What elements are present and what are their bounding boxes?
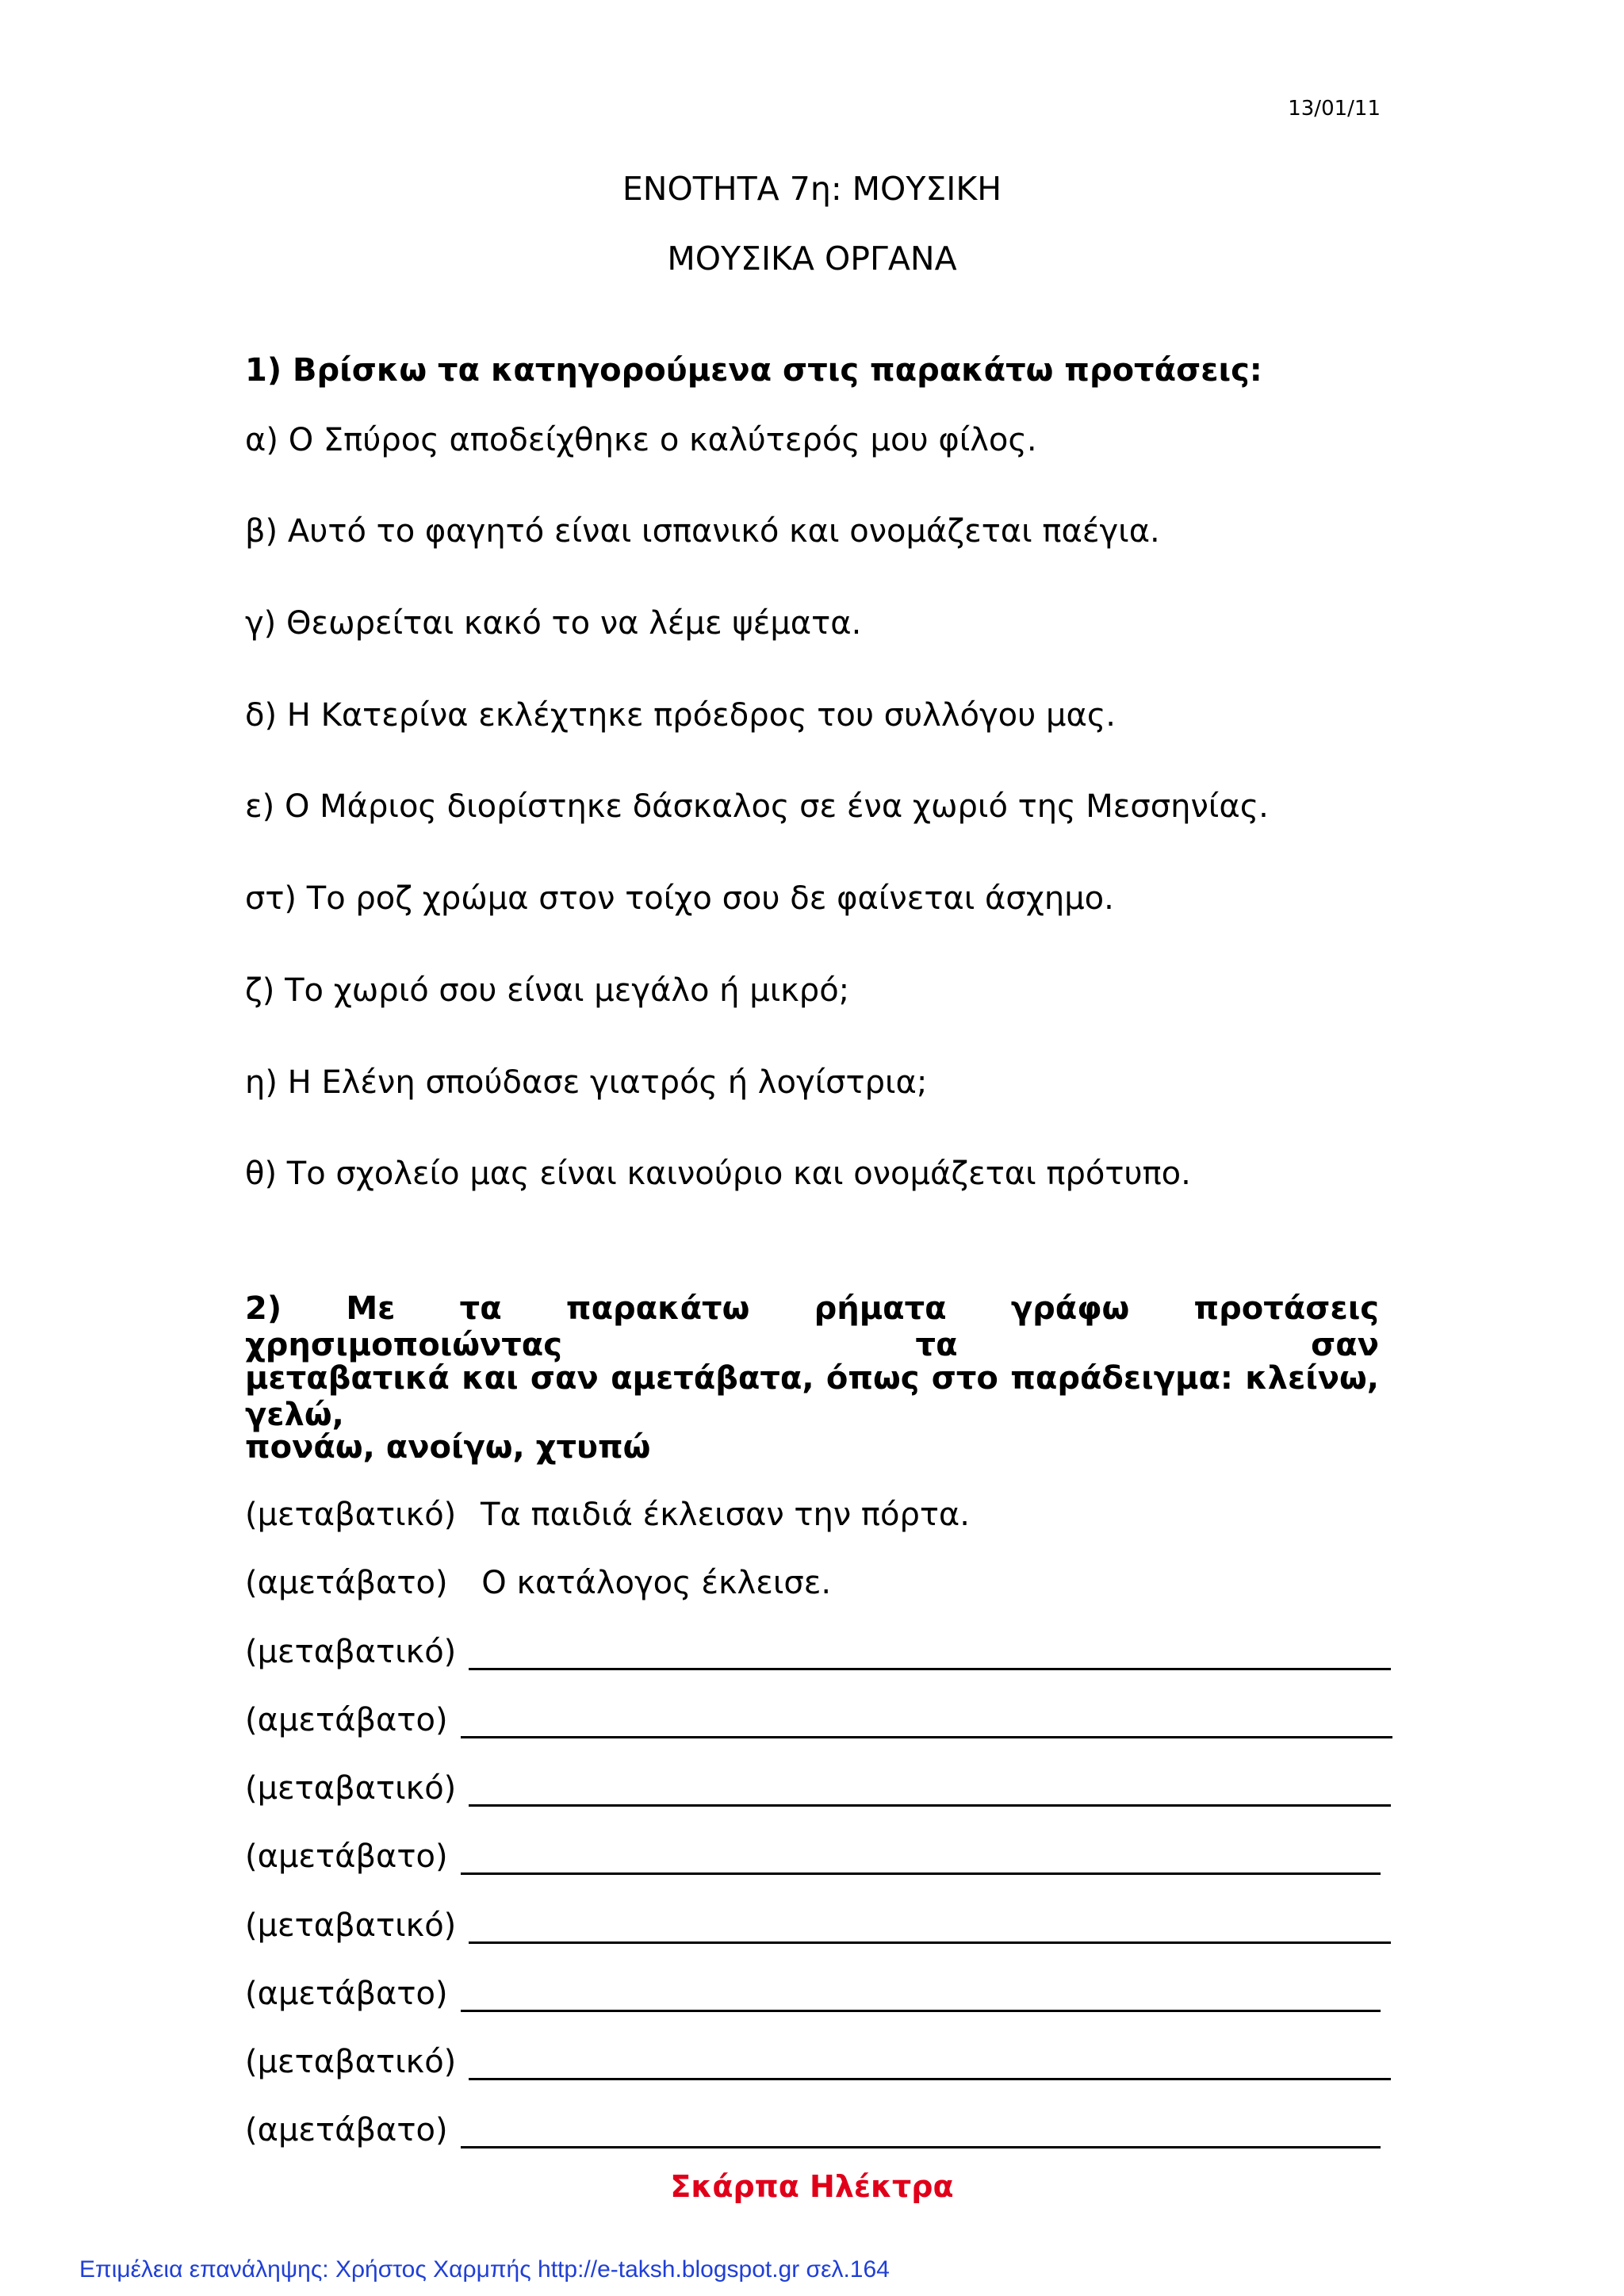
- exercise-2-heading-line: 2) Με τα παρακάτω ρήματα γράφω προτάσεις χρησιμοποιώντας τα σαν: [245, 1290, 1379, 1363]
- answer-label: (αμετάβατο): [245, 1838, 448, 1875]
- example-row: [245, 1497, 970, 1533]
- exercise-1-heading: 1) Βρίσκω τα κατηγορούμενα στις παρακάτω προτάσεις:: [245, 352, 1262, 389]
- page-subtitle: ΜΟΥΣΙΚΑ ΟΡΓΑΝΑ: [667, 240, 957, 278]
- page-title: ΕΝΟΤΗΤΑ 7η: ΜΟΥΣΙΚΗ: [622, 170, 1002, 208]
- answer-row: [245, 1838, 1381, 1875]
- sentence: α) Ο Σπύρος αποδείχθηκε ο καλύτερός μου φίλος.: [245, 422, 1037, 458]
- answer-row: [245, 1702, 1392, 1738]
- example-text: Ο κατάλογος έκλεισε.: [481, 1565, 832, 1601]
- sentence: η) Η Ελένη σπούδασε γιατρός ή λογίστρια;: [245, 1064, 928, 1101]
- exercise-2-heading-line: πονάω, ανοίγω, χτυπώ: [245, 1429, 651, 1466]
- date: 13/01/11: [1288, 97, 1381, 121]
- exercise-2-heading-line: μεταβατικά και σαν αμετάβατα, όπως στο παράδειγμα: κλείνω, γελώ,: [245, 1360, 1379, 1433]
- answer-line[interactable]: [469, 1913, 1391, 1944]
- answer-line[interactable]: [461, 1981, 1381, 2012]
- answer-label: (μεταβατικό): [245, 2044, 457, 2080]
- answer-label: (μεταβατικό): [245, 1770, 457, 1807]
- answer-label: (αμετάβατο): [245, 1976, 448, 2012]
- answer-line[interactable]: [469, 1776, 1391, 1807]
- footer-credit: Επιμέλεια επανάληψης: Χρήστος Χαρμπής http://e-taksh.blogspot.gr σελ.164: [79, 2256, 890, 2283]
- answer-label: (μεταβατικό): [245, 1907, 457, 1944]
- sentence: δ) Η Κατερίνα εκλέχτηκε πρόεδρος του συλλόγου μας.: [245, 697, 1116, 734]
- answer-line[interactable]: [461, 1844, 1381, 1875]
- answer-line[interactable]: [461, 2118, 1381, 2148]
- example-label: (αμετάβατο): [245, 1565, 448, 1601]
- sentence: γ) Θεωρείται κακό το να λέμε ψέματα.: [245, 605, 862, 642]
- example-label: (μεταβατικό): [245, 1497, 457, 1533]
- answer-line[interactable]: [461, 1708, 1392, 1738]
- answer-label: (αμετάβατο): [245, 1702, 448, 1738]
- sentence: β) Αυτό το φαγητό είναι ισπανικό και ονομάζεται παέγια.: [245, 513, 1160, 550]
- answer-line[interactable]: [469, 2049, 1391, 2080]
- answer-row: [245, 1976, 1381, 2012]
- sentence: στ) Το ροζ χρώμα στον τοίχο σου δε φαίνεται άσχημο.: [245, 880, 1114, 917]
- answer-label: (μεταβατικό): [245, 1634, 457, 1670]
- answer-row: [245, 1907, 1391, 1944]
- answer-row: [245, 1634, 1391, 1670]
- sentence: ζ) Το χωριό σου είναι μεγάλο ή μικρό;: [245, 972, 850, 1009]
- example-text: Τα παιδιά έκλεισαν την πόρτα.: [481, 1497, 971, 1533]
- answer-row: [245, 2112, 1381, 2148]
- answer-row: [245, 1770, 1391, 1807]
- author-name: Σκάρπα Ηλέκτρα: [670, 2169, 954, 2204]
- example-row: [245, 1565, 831, 1601]
- sentence: ε) Ο Μάριος διορίστηκε δάσκαλος σε ένα χωριό της Μεσσηνίας.: [245, 788, 1269, 825]
- answer-label: (αμετάβατο): [245, 2112, 448, 2148]
- answer-row: [245, 2044, 1391, 2080]
- answer-line[interactable]: [469, 1639, 1391, 1670]
- sentence: θ) Το σχολείο μας είναι καινούριο και ονομάζεται πρότυπο.: [245, 1156, 1191, 1192]
